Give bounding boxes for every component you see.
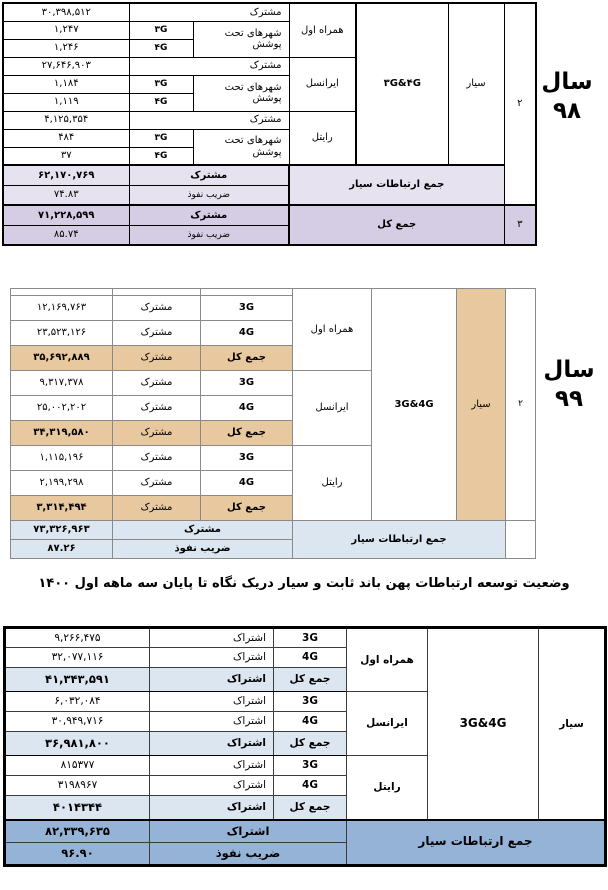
subscriber-label: مشترک [113, 296, 201, 321]
t98-operator-rightel: رایتل [289, 111, 356, 165]
subscriber-label: مشترک [129, 111, 289, 129]
g3-label: 3G [201, 296, 293, 321]
t99-irancell-total-value: ۳۴,۳۱۹,۵۸۰ [11, 421, 113, 446]
t99-operator-irancell: ایرانسل [293, 371, 372, 446]
t98-mobile-penetration: ۷۴.۸۳ [3, 185, 129, 205]
t99-mobile-total-subscribers: ۷۳,۳۲۶,۹۶۳ [11, 521, 113, 540]
empty-cell [201, 289, 293, 296]
t98-rightel-subscribers: ۴,۱۲۵,۳۵۴ [3, 111, 129, 129]
subscriber-label: مشترک [113, 446, 201, 471]
year-98-table [2, 2, 537, 246]
table-row [3, 205, 536, 225]
g3-label: 3G [274, 628, 347, 648]
g4-label: 4G [274, 712, 347, 732]
year-99-heading [536, 356, 602, 414]
t99-rightel-total-value: ۳,۳۱۴,۴۹۴ [11, 496, 113, 521]
t99-irancell-3g-value: ۹,۳۱۷,۳۷۸ [11, 371, 113, 396]
subscription-label: اشتراک [150, 692, 274, 712]
table-row [11, 521, 536, 540]
table-row [3, 165, 536, 185]
g4-label: 4G [274, 648, 347, 668]
subscriber-label: مشترک [129, 165, 289, 185]
t98-grand-total-title: جمع کل [289, 205, 504, 245]
t99-rightel-3g-value: ۱,۱۱۵,۱۹۶ [11, 446, 113, 471]
subscriber-label: مشترک [113, 496, 201, 521]
operator-total-label: جمع کل [201, 421, 293, 446]
t98-grand-penetration: ۸۵.۷۴ [3, 225, 129, 245]
t98-rightel-3g-cities: ۴۸۴ [3, 129, 129, 147]
t99-mobile-total-title: جمع ارتباطات سیار [293, 521, 506, 559]
t99-rightel-4g-value: ۲,۱۹۹,۲۹۸ [11, 471, 113, 496]
g4-label: ۴G [129, 39, 193, 57]
subscriber-label: مشترک [129, 57, 289, 75]
coverage-label: شهرهای تحت پوشش [193, 75, 289, 111]
t1400-irancell-4g-value: ۳۰,۹۴۹,۷۱۶ [5, 712, 150, 732]
penetration-label: ضریب نفوذ [113, 540, 293, 559]
t98-grand-total-subscribers: ۷۱,۲۲۸,۵۹۹ [3, 205, 129, 225]
penetration-label: ضریب نفوذ [129, 185, 289, 205]
t98-mobile-total-title: جمع ارتباطات سیار [289, 165, 504, 205]
t98-hamrahaval-3g-cities: ۱,۲۴۷ [3, 21, 129, 39]
g4-label: 4G [201, 321, 293, 346]
subscription-label: اشتراک [150, 776, 274, 796]
t1400-irancell-3g-value: ۶,۰۳۲,۰۸۴ [5, 692, 150, 712]
g3-label: ۳G [129, 129, 193, 147]
table-row [3, 3, 536, 21]
coverage-label: شهرهای تحت پوشش [193, 21, 289, 57]
g3-label: ۳G [129, 75, 193, 93]
t98-hamrahaval-4g-cities: ۱,۲۴۶ [3, 39, 129, 57]
t1400-tech-label: 3G&4G [428, 628, 539, 820]
table-row [5, 628, 606, 648]
g4-label: 4G [274, 776, 347, 796]
subscription-label: اشتراک [150, 712, 274, 732]
subscription-label: اشتراک [150, 796, 274, 820]
operator-total-label: جمع کل [201, 346, 293, 371]
t98-irancell-subscribers: ۲۷,۶۴۶,۹۰۳ [3, 57, 129, 75]
t99-hamrahaval-total-value: ۳۵,۶۹۲,۸۸۹ [11, 346, 113, 371]
g3-label: ۳G [129, 21, 193, 39]
subscription-label: اشتراک [150, 648, 274, 668]
subscriber-label: مشترک [113, 346, 201, 371]
t98-operator-hamrahaval: همراه اول [289, 3, 356, 57]
t1400-rightel-total-value: ۴۰۱۴۳۴۴ [5, 796, 150, 820]
t1400-mobile-total-subscribers: ۸۲,۳۳۹,۶۳۵ [5, 820, 150, 843]
subscriber-label: مشترک [113, 421, 201, 446]
year-number: ۹۸ [552, 98, 582, 124]
empty-cell [506, 521, 536, 559]
t98-mobile-label: سیار [448, 3, 504, 165]
g4-label: 4G [201, 471, 293, 496]
t98-row-number-total: ۳ [504, 205, 536, 245]
g3-label: 3G [201, 446, 293, 471]
t98-irancell-4g-cities: ۱,۱۱۹ [3, 93, 129, 111]
table-row [11, 289, 536, 296]
year-1400-table [3, 626, 607, 867]
table-row [5, 820, 606, 843]
t99-hamrahaval-3g-value: ۱۲,۱۶۹,۷۶۳ [11, 296, 113, 321]
operator-total-label: جمع کل [274, 668, 347, 692]
subscriber-label: مشترک [129, 3, 289, 21]
t1400-operator-rightel: رایتل [347, 756, 428, 820]
t98-rightel-4g-cities: ۳۷ [3, 147, 129, 165]
t1400-irancell-total-value: ۳۶,۹۸۱,۸۰۰ [5, 732, 150, 756]
subscriber-label: مشترک [113, 521, 293, 540]
t1400-mobile-penetration: ۹۶.۹۰ [5, 843, 150, 866]
year-99-table [10, 288, 536, 559]
t99-row-number: ۲ [506, 289, 536, 521]
year-number: ۹۹ [554, 386, 584, 412]
subscriber-label: مشترک [113, 471, 201, 496]
empty-cell [113, 289, 201, 296]
t1400-operator-hamrahaval: همراه اول [347, 628, 428, 692]
coverage-label: شهرهای تحت پوشش [193, 129, 289, 165]
t1400-operator-irancell: ایرانسل [347, 692, 428, 756]
t1400-mobile-total-title: جمع ارتباطات سیار [347, 820, 606, 866]
t99-mobile-label: سیار [457, 289, 506, 521]
t98-mobile-total-subscribers: ۶۲,۱۷۰,۷۶۹ [3, 165, 129, 185]
year-98-heading [534, 68, 600, 126]
operator-total-label: جمع کل [274, 732, 347, 756]
subscription-label: اشتراک [150, 628, 274, 648]
t99-operator-rightel: رایتل [293, 446, 372, 521]
t98-tech-label: ۳G&۴G [356, 3, 448, 165]
g4-label: 4G [201, 396, 293, 421]
g3-label: 3G [274, 756, 347, 776]
year-word: سال [543, 357, 595, 383]
t1400-hamrahaval-4g-value: ۳۲,۰۷۷,۱۱۶ [5, 648, 150, 668]
operator-total-label: جمع کل [274, 796, 347, 820]
operator-total-label: جمع کل [201, 496, 293, 521]
t1400-mobile-label: سیار [539, 628, 606, 820]
g4-label: ۴G [129, 147, 193, 165]
section-title: وضعیت توسعه ارتباطات پهن باند ثابت و سیار دریک نگاه تا پایان سه ماهه اول ۱۴۰۰ [38, 576, 570, 591]
subscription-label: اشتراک [150, 668, 274, 692]
year-word: سال [541, 69, 593, 95]
subscription-label: اشتراک [150, 732, 274, 756]
g4-label: ۴G [129, 93, 193, 111]
t98-row-number-mobile: ۲ [504, 3, 536, 205]
g3-label: 3G [274, 692, 347, 712]
subscriber-label: مشترک [113, 321, 201, 346]
t1400-rightel-3g-value: ۸۱۵۳۷۷ [5, 756, 150, 776]
t1400-rightel-4g-value: ۳۱۹۸۹۶۷ [5, 776, 150, 796]
t1400-hamrahaval-total-value: ۴۱,۳۴۳,۵۹۱ [5, 668, 150, 692]
t99-operator-hamrahaval: همراه اول [293, 289, 372, 371]
subscription-label: اشتراک [150, 756, 274, 776]
subscriber-label: مشترک [113, 371, 201, 396]
t99-tech-label: 3G&4G [372, 289, 457, 521]
subscriber-label: مشترک [129, 205, 289, 225]
t98-hamrahaval-subscribers: ۳۰,۳۹۸,۵۱۲ [3, 3, 129, 21]
t99-irancell-4g-value: ۲۵,۰۰۲,۲۰۲ [11, 396, 113, 421]
penetration-label: ضریب نفوذ [129, 225, 289, 245]
t98-operator-irancell: ایرانسل [289, 57, 356, 111]
t98-irancell-3g-cities: ۱,۱۸۴ [3, 75, 129, 93]
empty-cell [11, 289, 113, 296]
penetration-label: ضریب نفوذ [150, 843, 347, 866]
t99-mobile-penetration: ۸۷.۲۶ [11, 540, 113, 559]
subscriber-label: مشترک [113, 396, 201, 421]
t99-hamrahaval-4g-value: ۲۳,۵۲۳,۱۲۶ [11, 321, 113, 346]
t1400-hamrahaval-3g-value: ۹,۲۶۶,۴۷۵ [5, 628, 150, 648]
g3-label: 3G [201, 371, 293, 396]
subscription-label: اشتراک [150, 820, 347, 843]
